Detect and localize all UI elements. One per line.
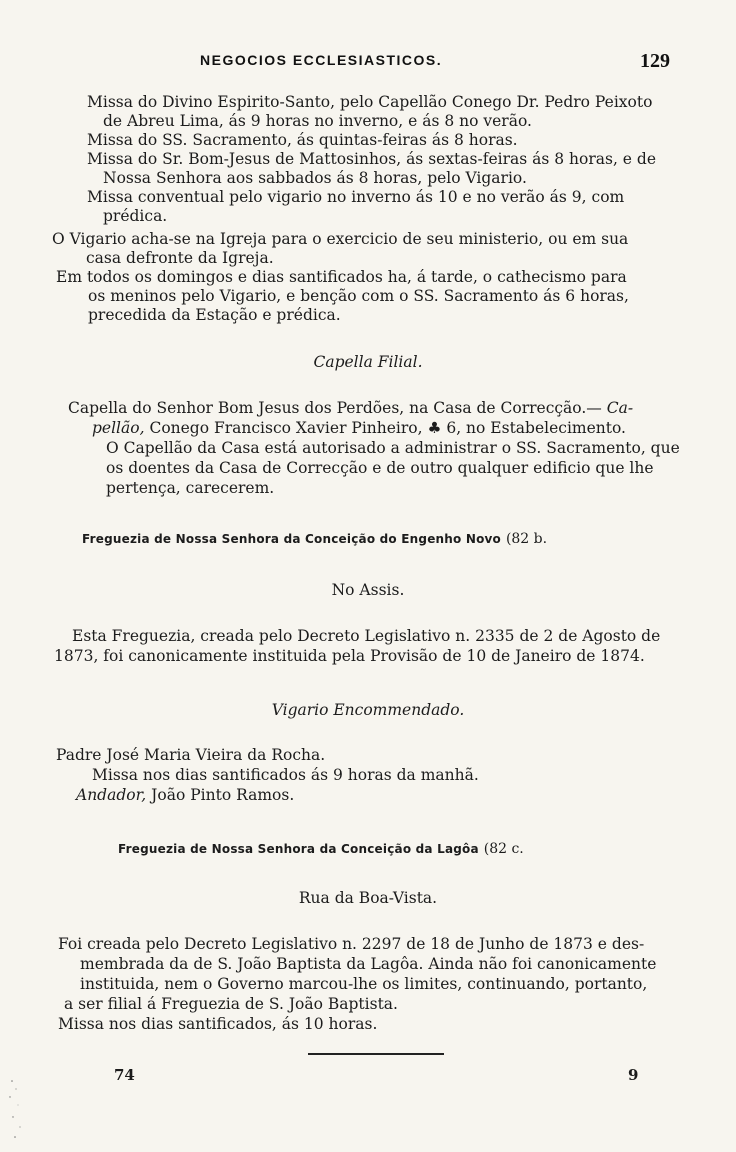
text-line: O Capellão da Casa está autorisado a administrar o SS. Sacramento, que <box>106 439 680 457</box>
text-line <box>92 418 626 439</box>
text-span: Capella do Senhor Bom Jesus dos Perdões, na Casa de Correcção.— <box>68 399 602 417</box>
andador-name: João Pinto Ramos. <box>151 786 295 804</box>
freguezia-title: Freguezia de Nossa Senhora da Conceição da Lagôa <box>118 842 479 856</box>
text-line: Esta Freguezia, creada pelo Decreto Legislativo n. 2335 de 2 de Agosto de <box>72 627 661 645</box>
paper-specks <box>6 1075 36 1145</box>
section-heading: Capella Filial. <box>313 353 423 371</box>
text-line <box>76 785 294 806</box>
text-line: Missa do Sr. Bom-Jesus de Mattosinhos, ás sextas-feiras ás 8 horas, e de <box>87 150 656 168</box>
text-line: pertença, carecerem. <box>106 479 275 497</box>
text-line: O Vigario acha-se na Igreja para o exercicio de seu ministerio, ou em sua <box>52 230 629 248</box>
freguezia-title-line <box>82 528 547 550</box>
divider-rule <box>308 1053 444 1055</box>
text-span: Ca- <box>606 399 634 417</box>
text-span: pellão, <box>92 419 145 437</box>
text-line: Nossa Senhora aos sabbados ás 8 horas, pelo Vigario. <box>103 169 527 187</box>
freguezia-ref: (82 c. <box>483 841 524 857</box>
footer-signature-left: 74 <box>114 1066 135 1084</box>
text-line: Missa nos dias santificados, ás 10 horas. <box>58 1015 378 1033</box>
freguezia-location: No Assis. <box>331 581 405 599</box>
andador-label: Andador, <box>76 786 147 804</box>
text-span: 6, no Estabelecimento. <box>446 419 626 437</box>
text-line: os doentes da Casa de Correcção e de outro qualquer edificio que lhe <box>106 459 654 477</box>
text-span: Conego Francisco Xavier Pinheiro, <box>149 419 423 437</box>
text-line: os meninos pelo Vigario, e benção com o SS. Sacramento ás 6 horas, <box>88 287 629 305</box>
text-line: 1873, foi canonicamente instituida pela Provisão de 10 de Janeiro de 1874. <box>54 647 645 665</box>
text-line: Padre José Maria Vieira da Rocha. <box>56 746 326 764</box>
text-line: Missa do Divino Espirito-Santo, pelo Capellão Conego Dr. Pedro Peixoto <box>87 93 653 111</box>
text-line: Em todos os domingos e dias santificados ha, á tarde, o cathecismo para <box>56 268 627 286</box>
running-header: NEGOCIOS ECCLESIASTICOS. <box>200 52 443 68</box>
section-heading: Vigario Encommendado. <box>271 701 465 719</box>
text-line: casa defronte da Igreja. <box>86 249 274 267</box>
text-line: precedida da Estação e prédica. <box>88 306 341 324</box>
freguezia-title: Freguezia de Nossa Senhora da Conceição do Engenho Novo <box>82 532 501 546</box>
text-line: instituida, nem o Governo marcou-lhe os limites, continuando, portanto, <box>80 975 648 993</box>
text-line: Missa nos dias santificados ás 9 horas da manhã. <box>92 766 479 784</box>
text-line: a ser filial á Freguezia de S. João Baptista. <box>64 995 398 1013</box>
freguezia-ref: (82 b. <box>505 531 548 547</box>
text-line: de Abreu Lima, ás 9 horas no inverno, e ás 8 no verão. <box>103 112 532 130</box>
text-line <box>68 398 633 419</box>
page-number: 129 <box>640 50 670 72</box>
text-line: Foi creada pelo Decreto Legislativo n. 2297 de 18 de Junho de 1873 e des- <box>58 935 645 953</box>
freguezia-title-line <box>118 838 524 860</box>
order-symbol-icon: ♣ <box>427 419 442 437</box>
text-line: prédica. <box>103 207 168 225</box>
footer-signature-right: 9 <box>628 1066 639 1084</box>
text-line: Missa conventual pelo vigario no inverno ás 10 e no verão ás 9, com <box>87 188 625 206</box>
text-line: Missa do SS. Sacramento, ás quintas-feiras ás 8 horas. <box>87 131 518 149</box>
text-line: membrada da de S. João Baptista da Lagôa. Ainda não foi canonicamente <box>80 955 657 973</box>
freguezia-location: Rua da Boa-Vista. <box>298 889 438 907</box>
